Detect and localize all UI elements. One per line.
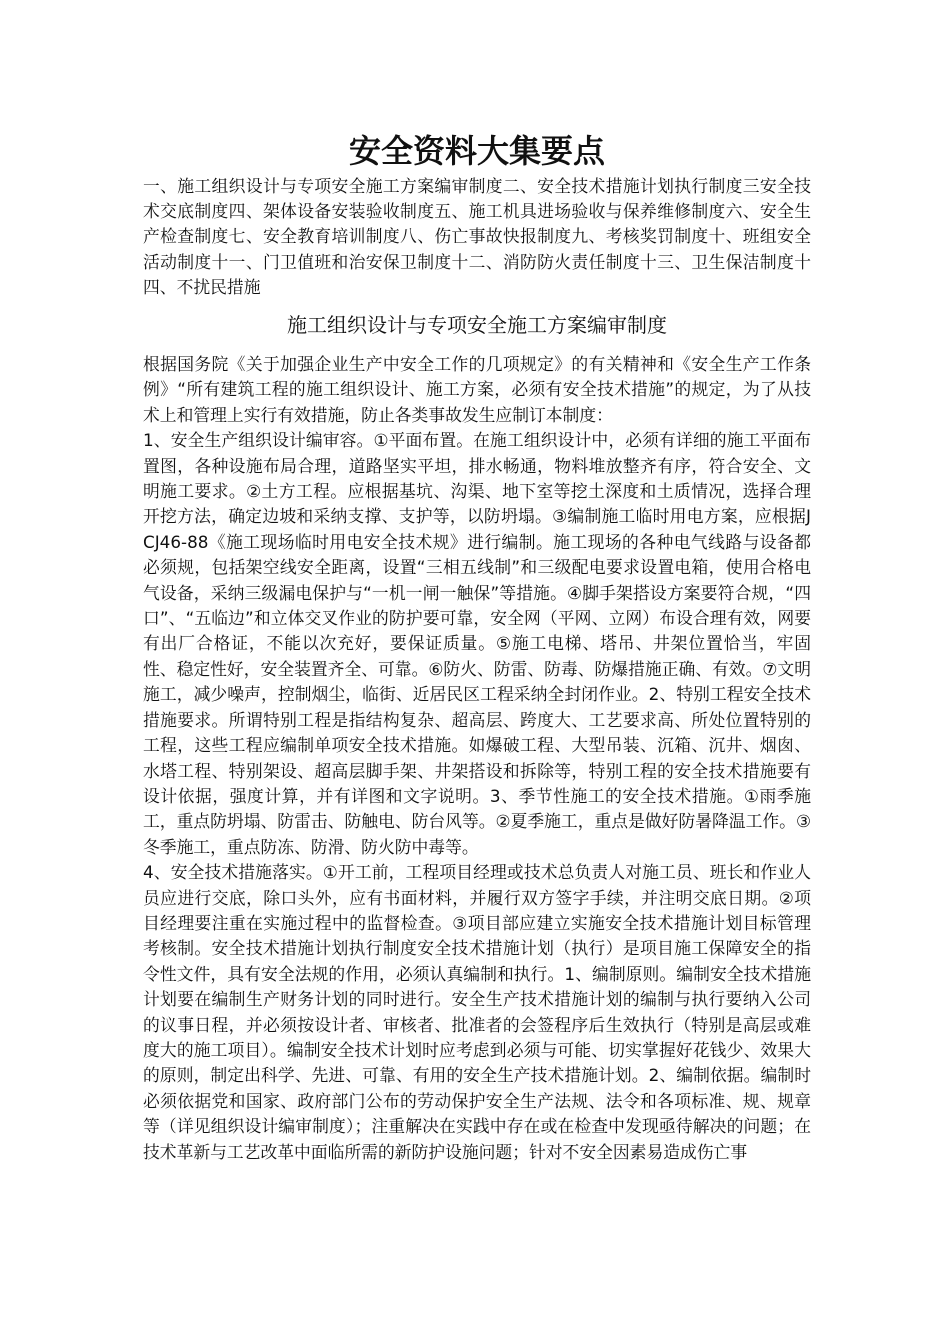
paragraph-intro: 根据国务院《关于加强企业生产中安全工作的几项规定》的有关精神和《安全生产工作条例》“所有建筑工程的施工组织设计、施工方案，必须有安全技术措施”的规定，为了从技术上和管理上实行有效措施，防止各类事故发生应制订本制度： [143, 354, 811, 425]
paragraph-body-1: 1、安全生产组织设计编审容。①平面布置。在施工组织设计中，必须有详细的施工平面布置图，各种设施布局合理，道路坚实平坦，排水畅通，物料堆放整齐有序，符合安全、文明施工要求。②土方工程。应根据基坑、沟渠、地下室等挖土深度和土质情况，选择合理开挖方法，确定边坡和采纳支撑、支护等，以防坍塌。③编制施工临时用电方案，应根据JCJ46-88《施工现场临时用电安全技术规》进行编制。施工现场的各种电气线路与设备都必须规，包括架空线安全距离，设置“三相五线制”和三级配电要求设置电箱，使用合格电气设备，采纳三级漏电保护与“一机一闸一触保”等措施。④脚手架搭设方案要符合规，“四口”、“五临边”和立体交叉作业的防护要可靠，安全网（平网、立网）布设合理有效，网要有出厂合格证，不能以次充好，要保证质量。⑤施工电梯、塔吊、井架位置恰当，牢固性、稳定性好，安全装置齐全、可靠。⑥防火、防雷、防毒、防爆措施正确、有效。⑦文明施工，减少噪声，控制烟尘，临街、近居民区工程采纳全封闭作业。2、特别工程安全技术措施要求。所谓特别工程是指结构复杂、超高层、跨度大、工艺要求高、所处位置特别的工程，这些工程应编制单项安全技术措施。如爆破工程、大型吊装、沉箱、沉井、烟囱、水塔工程、特别架设、超高层脚手架、井架搭设和拆除等，特别工程的安全技术措施要有设计依据，强度计算，并有详图和文字说明。3、季节性施工的安全技术措施。①雨季施工，重点防坍塌、防雷击、防触电、防台风等。②夏季施工，重点是做好防暑降温工作。③冬季施工，重点防冻、防滑、防火防中毒等。 [143, 430, 811, 857]
section-title: 施工组织设计与专项安全施工方案编审制度 [287, 313, 667, 338]
document-title: 安全资料大集要点 [348, 132, 605, 170]
paragraph-body-2: 4、安全技术措施落实。①开工前，工程项目经理或技术总负责人对施工员、班长和作业人员应进行交底，除口头外，应有书面材料，并履行双方签字手续，并注明交底日期。②项目经理要注重在实施过程中的监督检查。③项目部应建立实施安全技术措施计划目标管理考核制。安全技术措施计划执行制度安全技术措施计划（执行）是项目施工保障安全的指令性文件，具有安全法规的作用，必须认真编制和执行。1、编制原则。编制安全技术措施计划要在编制生产财务计划的同时进行。安全生产技术措施计划的编制与执行要纳入公司的议事日程，并必须按设计者、审核者、批准者的会签程序后生效执行（特别是高层或难度大的施工项目）。编制安全技术计划时应考虑到必须与可能、切实掌握好花钱少、效果大的原则，制定出科学、先进、可靠、有用的安全生产技术措施计划。2、编制依据。编制时必须依据党和国家、政府部门公布的劳动保护安全生产法规、法令和各项标准、规、规章等（详见组织设计编审制度）；注重解决在实践中存在或在检查中发现亟待解决的问题；在技术革新与工艺改革中面临所需的新防护设施问题；针对不安全因素易造成伤亡事 [143, 862, 811, 1162]
document-page [143, 128, 811, 1165]
table-of-contents: 一、施工组织设计与专项安全施工方案编审制度二、安全技术措施计划执行制度三安全技术交底制度四、架体设备安装验收制度五、施工机具进场验收与保养维修制度六、安全生产检查制度七、安全教育培训制度八、伤亡事故快报制度九、考核奖罚制度十、班组安全活动制度十一、门卫值班和治安保卫制度十二、消防防火责任制度十三、卫生保洁制度十四、不扰民措施 [143, 176, 811, 297]
